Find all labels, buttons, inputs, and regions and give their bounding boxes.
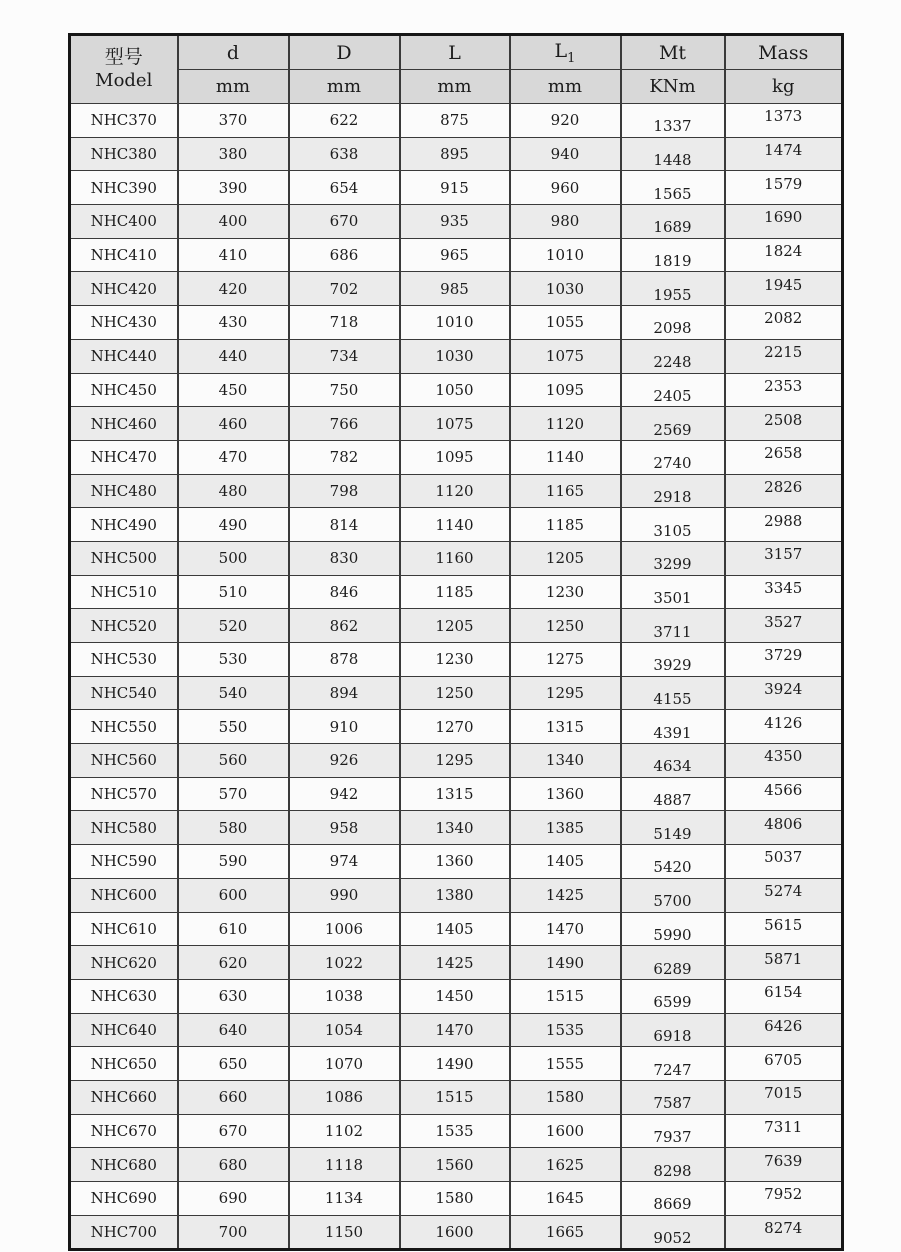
cell-D: 798	[289, 474, 400, 508]
cell-L1: 1385	[510, 811, 621, 845]
unit-Mt: KNm	[621, 70, 725, 104]
cell-L: 935	[400, 205, 510, 239]
cell-D: 654	[289, 171, 400, 205]
cell-Mt: 5700	[621, 878, 725, 912]
cell-d: 380	[178, 137, 289, 171]
cell-d: 640	[178, 1013, 289, 1047]
cell-model: NHC510	[70, 575, 178, 609]
header-model-cn: 型号	[104, 46, 143, 69]
cell-model: NHC440	[70, 339, 178, 373]
cell-Mt: 6918	[621, 1013, 725, 1047]
cell-Mass: 1373	[725, 104, 843, 138]
cell-L: 1160	[400, 541, 510, 575]
cell-Mass: 4566	[725, 777, 843, 811]
table-row	[70, 946, 843, 980]
cell-d: 660	[178, 1080, 289, 1114]
cell-D: 1134	[289, 1182, 400, 1216]
cell-model: NHC410	[70, 238, 178, 272]
cell-L: 895	[400, 137, 510, 171]
table-row	[70, 373, 843, 407]
cell-d: 430	[178, 306, 289, 340]
cell-Mt: 1337	[621, 104, 725, 138]
header-L1: $L_1$	[510, 35, 621, 70]
table-row	[70, 609, 843, 643]
table-row	[70, 1182, 843, 1216]
cell-model: NHC670	[70, 1114, 178, 1148]
cell-L1: 1315	[510, 710, 621, 744]
cell-model: NHC630	[70, 979, 178, 1013]
table-row	[70, 137, 843, 171]
cell-d: 480	[178, 474, 289, 508]
cell-Mt: 3105	[621, 508, 725, 542]
header-Mt: Mt	[621, 35, 725, 70]
cell-Mt: 2569	[621, 407, 725, 441]
cell-L1: 1490	[510, 946, 621, 980]
cell-d: 450	[178, 373, 289, 407]
cell-L1: 1580	[510, 1080, 621, 1114]
cell-d: 650	[178, 1047, 289, 1081]
cell-model: NHC700	[70, 1215, 178, 1250]
cell-L: 1185	[400, 575, 510, 609]
cell-L: 1230	[400, 643, 510, 677]
cell-Mass: 7639	[725, 1148, 843, 1182]
cell-d: 600	[178, 878, 289, 912]
cell-Mt: 4155	[621, 676, 725, 710]
table-row	[70, 676, 843, 710]
table-row	[70, 205, 843, 239]
cell-D: 1070	[289, 1047, 400, 1081]
table-row	[70, 1013, 843, 1047]
cell-L1: 1665	[510, 1215, 621, 1250]
unit-Mass: kg	[725, 70, 843, 104]
cell-d: 550	[178, 710, 289, 744]
cell-L: 1470	[400, 1013, 510, 1047]
cell-Mass: 2508	[725, 407, 843, 441]
cell-d: 610	[178, 912, 289, 946]
cell-Mass: 7952	[725, 1182, 843, 1216]
table-row	[70, 508, 843, 542]
cell-d: 390	[178, 171, 289, 205]
cell-model: NHC690	[70, 1182, 178, 1216]
cell-L1: 1010	[510, 238, 621, 272]
table-row	[70, 878, 843, 912]
cell-L1: 1275	[510, 643, 621, 677]
cell-d: 690	[178, 1182, 289, 1216]
cell-D: 878	[289, 643, 400, 677]
cell-Mt: 5990	[621, 912, 725, 946]
header-D: D	[289, 35, 400, 70]
cell-Mt: 3711	[621, 609, 725, 643]
cell-L1: 1425	[510, 878, 621, 912]
cell-Mass: 2988	[725, 508, 843, 542]
cell-D: 1054	[289, 1013, 400, 1047]
cell-L: 875	[400, 104, 510, 138]
cell-Mt: 1565	[621, 171, 725, 205]
table-row	[70, 339, 843, 373]
cell-Mass: 4126	[725, 710, 843, 744]
cell-Mt: 6599	[621, 979, 725, 1013]
table-row	[70, 845, 843, 879]
cell-D: 638	[289, 137, 400, 171]
cell-Mass: 3924	[725, 676, 843, 710]
cell-Mass: 2353	[725, 373, 843, 407]
cell-model: NHC380	[70, 137, 178, 171]
unit-L1: mm	[510, 70, 621, 104]
cell-Mt: 4391	[621, 710, 725, 744]
cell-Mt: 2405	[621, 373, 725, 407]
cell-L: 1380	[400, 878, 510, 912]
cell-Mt: 1819	[621, 238, 725, 272]
cell-L: 1030	[400, 339, 510, 373]
cell-Mass: 7015	[725, 1080, 843, 1114]
cell-model: NHC550	[70, 710, 178, 744]
cell-d: 590	[178, 845, 289, 879]
cell-model: NHC660	[70, 1080, 178, 1114]
cell-Mt: 7587	[621, 1080, 725, 1114]
cell-model: NHC460	[70, 407, 178, 441]
cell-D: 670	[289, 205, 400, 239]
cell-model: NHC520	[70, 609, 178, 643]
cell-L1: 980	[510, 205, 621, 239]
cell-Mass: 1824	[725, 238, 843, 272]
cell-d: 520	[178, 609, 289, 643]
cell-model: NHC640	[70, 1013, 178, 1047]
cell-D: 862	[289, 609, 400, 643]
cell-Mass: 3527	[725, 609, 843, 643]
cell-d: 620	[178, 946, 289, 980]
cell-L: 965	[400, 238, 510, 272]
cell-d: 510	[178, 575, 289, 609]
cell-Mt: 3501	[621, 575, 725, 609]
table-row	[70, 272, 843, 306]
cell-D: 990	[289, 878, 400, 912]
cell-L1: 1405	[510, 845, 621, 879]
cell-Mt: 1689	[621, 205, 725, 239]
cell-D: 622	[289, 104, 400, 138]
header-L1-subscript: 1	[567, 50, 576, 66]
cell-L: 1600	[400, 1215, 510, 1250]
cell-L1: 1250	[510, 609, 621, 643]
cell-Mt: 1955	[621, 272, 725, 306]
table-row	[70, 811, 843, 845]
cell-L1: 920	[510, 104, 621, 138]
cell-Mass: 6426	[725, 1013, 843, 1047]
cell-Mt: 5420	[621, 845, 725, 879]
cell-L: 1580	[400, 1182, 510, 1216]
cell-L: 1490	[400, 1047, 510, 1081]
cell-D: 926	[289, 744, 400, 778]
table-row	[70, 1047, 843, 1081]
cell-d: 460	[178, 407, 289, 441]
cell-L: 1120	[400, 474, 510, 508]
cell-L1: 1095	[510, 373, 621, 407]
cell-D: 718	[289, 306, 400, 340]
cell-model: NHC490	[70, 508, 178, 542]
cell-Mt: 1448	[621, 137, 725, 171]
cell-L: 915	[400, 171, 510, 205]
cell-model: NHC620	[70, 946, 178, 980]
cell-D: 766	[289, 407, 400, 441]
cell-L: 1450	[400, 979, 510, 1013]
cell-Mass: 1474	[725, 137, 843, 171]
cell-model: NHC540	[70, 676, 178, 710]
cell-Mt: 7937	[621, 1114, 725, 1148]
table-row	[70, 407, 843, 441]
cell-D: 974	[289, 845, 400, 879]
cell-Mass: 2658	[725, 440, 843, 474]
cell-Mt: 3299	[621, 541, 725, 575]
cell-model: NHC530	[70, 643, 178, 677]
cell-L: 1425	[400, 946, 510, 980]
cell-d: 700	[178, 1215, 289, 1250]
cell-model: NHC430	[70, 306, 178, 340]
cell-L: 1295	[400, 744, 510, 778]
cell-model: NHC610	[70, 912, 178, 946]
table-row	[70, 171, 843, 205]
cell-L: 1095	[400, 440, 510, 474]
cell-d: 530	[178, 643, 289, 677]
cell-D: 1102	[289, 1114, 400, 1148]
table-row	[70, 575, 843, 609]
cell-Mass: 1579	[725, 171, 843, 205]
cell-L1: 1645	[510, 1182, 621, 1216]
cell-D: 1118	[289, 1148, 400, 1182]
cell-Mt: 4634	[621, 744, 725, 778]
cell-L1: 1165	[510, 474, 621, 508]
cell-L: 1560	[400, 1148, 510, 1182]
cell-d: 500	[178, 541, 289, 575]
cell-model: NHC400	[70, 205, 178, 239]
cell-L1: 1295	[510, 676, 621, 710]
cell-L1: 1205	[510, 541, 621, 575]
cell-Mt: 6289	[621, 946, 725, 980]
cell-model: NHC450	[70, 373, 178, 407]
cell-d: 490	[178, 508, 289, 542]
cell-Mass: 5037	[725, 845, 843, 879]
cell-L: 1140	[400, 508, 510, 542]
cell-model: NHC680	[70, 1148, 178, 1182]
cell-Mass: 2826	[725, 474, 843, 508]
cell-model: NHC470	[70, 440, 178, 474]
cell-L: 1315	[400, 777, 510, 811]
cell-d: 630	[178, 979, 289, 1013]
cell-d: 440	[178, 339, 289, 373]
cell-Mass: 8274	[725, 1215, 843, 1250]
cell-d: 400	[178, 205, 289, 239]
table-row	[70, 1114, 843, 1148]
cell-d: 540	[178, 676, 289, 710]
cell-D: 1150	[289, 1215, 400, 1250]
cell-Mass: 3157	[725, 541, 843, 575]
cell-D: 734	[289, 339, 400, 373]
cell-model: NHC580	[70, 811, 178, 845]
cell-D: 830	[289, 541, 400, 575]
cell-Mass: 5871	[725, 946, 843, 980]
table-row	[70, 1148, 843, 1182]
table-row	[70, 744, 843, 778]
table-row	[70, 1215, 843, 1250]
header-unit-row	[70, 70, 843, 104]
cell-Mt: 2918	[621, 474, 725, 508]
cell-L: 985	[400, 272, 510, 306]
cell-L1: 1555	[510, 1047, 621, 1081]
cell-L: 1535	[400, 1114, 510, 1148]
cell-Mt: 2740	[621, 440, 725, 474]
cell-Mt: 9052	[621, 1215, 725, 1250]
cell-L: 1205	[400, 609, 510, 643]
cell-d: 410	[178, 238, 289, 272]
header-L: L	[400, 35, 510, 70]
table-row	[70, 541, 843, 575]
cell-model: NHC370	[70, 104, 178, 138]
table-row	[70, 979, 843, 1013]
cell-d: 670	[178, 1114, 289, 1148]
cell-Mass: 4806	[725, 811, 843, 845]
cell-Mt: 2248	[621, 339, 725, 373]
unit-L: mm	[400, 70, 510, 104]
header-symbol-row	[70, 35, 843, 70]
cell-L1: 940	[510, 137, 621, 171]
cell-L1: 1535	[510, 1013, 621, 1047]
cell-Mass: 5615	[725, 912, 843, 946]
cell-L1: 1360	[510, 777, 621, 811]
cell-D: 942	[289, 777, 400, 811]
header-Mass: Mass	[725, 35, 843, 70]
header-model	[70, 35, 178, 104]
cell-L: 1270	[400, 710, 510, 744]
cell-d: 680	[178, 1148, 289, 1182]
table-row	[70, 643, 843, 677]
cell-D: 910	[289, 710, 400, 744]
cell-Mass: 3729	[725, 643, 843, 677]
table-row	[70, 474, 843, 508]
cell-L: 1250	[400, 676, 510, 710]
cell-model: NHC590	[70, 845, 178, 879]
cell-Mt: 8298	[621, 1148, 725, 1182]
cell-Mt: 8669	[621, 1182, 725, 1216]
table-body	[70, 104, 843, 1250]
cell-model: NHC500	[70, 541, 178, 575]
cell-L1: 1230	[510, 575, 621, 609]
cell-Mt: 5149	[621, 811, 725, 845]
cell-Mass: 7311	[725, 1114, 843, 1148]
cell-L: 1050	[400, 373, 510, 407]
cell-D: 686	[289, 238, 400, 272]
cell-Mt: 3929	[621, 643, 725, 677]
cell-model: NHC650	[70, 1047, 178, 1081]
coupling-spec-table	[68, 33, 844, 1251]
unit-d: mm	[178, 70, 289, 104]
cell-model: NHC480	[70, 474, 178, 508]
cell-D: 814	[289, 508, 400, 542]
table-row	[70, 710, 843, 744]
cell-D: 958	[289, 811, 400, 845]
cell-d: 570	[178, 777, 289, 811]
cell-model: NHC570	[70, 777, 178, 811]
cell-L: 1405	[400, 912, 510, 946]
cell-L1: 1140	[510, 440, 621, 474]
cell-model: NHC560	[70, 744, 178, 778]
cell-L1: 1470	[510, 912, 621, 946]
cell-d: 470	[178, 440, 289, 474]
cell-Mt: 2098	[621, 306, 725, 340]
cell-L1: 1120	[510, 407, 621, 441]
cell-model: NHC420	[70, 272, 178, 306]
cell-model: NHC390	[70, 171, 178, 205]
table-row	[70, 912, 843, 946]
header-model-en: Model	[95, 70, 153, 92]
cell-d: 370	[178, 104, 289, 138]
unit-D: mm	[289, 70, 400, 104]
cell-D: 782	[289, 440, 400, 474]
cell-Mass: 4350	[725, 744, 843, 778]
cell-L1: 1075	[510, 339, 621, 373]
table-row	[70, 104, 843, 138]
cell-d: 420	[178, 272, 289, 306]
cell-Mass: 3345	[725, 575, 843, 609]
cell-D: 846	[289, 575, 400, 609]
cell-Mt: 7247	[621, 1047, 725, 1081]
cell-L1: 1185	[510, 508, 621, 542]
cell-L: 1010	[400, 306, 510, 340]
cell-L: 1340	[400, 811, 510, 845]
cell-Mass: 2082	[725, 306, 843, 340]
table-row	[70, 238, 843, 272]
cell-L1: 960	[510, 171, 621, 205]
cell-L: 1360	[400, 845, 510, 879]
cell-L1: 1515	[510, 979, 621, 1013]
cell-L: 1075	[400, 407, 510, 441]
cell-Mass: 1945	[725, 272, 843, 306]
cell-L1: 1625	[510, 1148, 621, 1182]
cell-Mass: 2215	[725, 339, 843, 373]
cell-Mt: 4887	[621, 777, 725, 811]
cell-D: 1022	[289, 946, 400, 980]
cell-L1: 1055	[510, 306, 621, 340]
cell-L1: 1340	[510, 744, 621, 778]
cell-L: 1515	[400, 1080, 510, 1114]
cell-model: NHC600	[70, 878, 178, 912]
cell-Mass: 6154	[725, 979, 843, 1013]
cell-D: 1038	[289, 979, 400, 1013]
cell-d: 580	[178, 811, 289, 845]
table-row	[70, 440, 843, 474]
cell-Mass: 1690	[725, 205, 843, 239]
header-d: d	[178, 35, 289, 70]
table-row	[70, 1080, 843, 1114]
cell-Mass: 5274	[725, 878, 843, 912]
cell-D: 1006	[289, 912, 400, 946]
table-row	[70, 777, 843, 811]
cell-D: 1086	[289, 1080, 400, 1114]
cell-Mass: 6705	[725, 1047, 843, 1081]
cell-D: 702	[289, 272, 400, 306]
cell-L1: 1600	[510, 1114, 621, 1148]
cell-L1: 1030	[510, 272, 621, 306]
cell-D: 894	[289, 676, 400, 710]
cell-d: 560	[178, 744, 289, 778]
cell-D: 750	[289, 373, 400, 407]
table-row	[70, 306, 843, 340]
